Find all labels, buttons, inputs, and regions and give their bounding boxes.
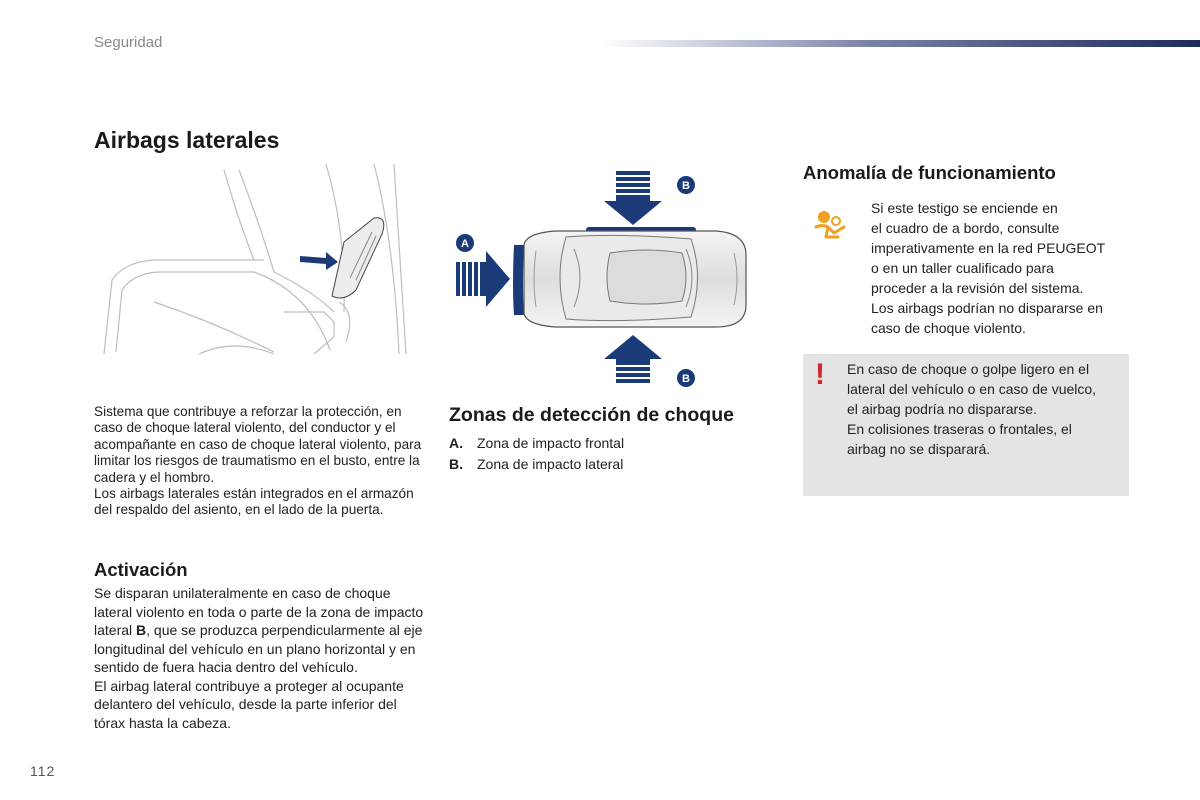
anomaly-heading: Anomalía de funcionamiento <box>803 162 1056 183</box>
anomaly-line: imperativamente en la red PEUGEOT <box>871 240 1106 256</box>
zones-heading: Zonas de detección de choque <box>449 404 734 426</box>
anomaly-line: proceder a la revisión del sistema. <box>871 280 1084 296</box>
section-header: Seguridad <box>94 34 163 51</box>
page-title: Airbags laterales <box>94 127 280 153</box>
label-a-text: A <box>461 238 469 250</box>
anomaly-text <box>871 198 1136 338</box>
activation-paragraph: El airbag lateral contribuye a proteger al ocupante delantero del vehículo, desde la parte inferior del tórax hasta la cabeza. <box>94 677 404 731</box>
zone-list-item <box>449 435 624 451</box>
label-b-bottom-badge <box>677 369 695 387</box>
anomaly-line: Los airbags podrían no dispararse en <box>871 300 1103 316</box>
zone-letter: B. <box>449 456 463 472</box>
header-accent-bar <box>600 40 1200 47</box>
intro-paragraph: Los airbags laterales están integrados en el armazón del respaldo del asiento, en el lado de la puerta. <box>94 486 414 518</box>
label-b-bottom-text: B <box>682 373 690 385</box>
zone-b-reference: B <box>136 622 147 638</box>
anomaly-line: o en un taller cualificado para <box>871 260 1054 276</box>
arrow-zone-b-top <box>604 171 662 225</box>
anomaly-line: Si este testigo se enciende en <box>871 200 1058 216</box>
label-a-badge <box>456 234 474 252</box>
zone-a-highlight <box>513 245 524 315</box>
activation-paragraph <box>94 584 429 677</box>
label-b-top-badge <box>677 176 695 194</box>
activation-text-part: Se disparan unilateralmente en caso de choque lateral violento en toda o parte de la zona de impacto lateral <box>94 585 424 638</box>
intro-paragraph: Sistema que contribuye a reforzar la protección, en caso de choque lateral violento, del conductor y el acompañante en caso de choque lateral violento, para limitar los riesgos de traumatismo en el busto, entre la cadera y el hombro. <box>94 404 422 485</box>
caution-line: En caso de choque o golpe ligero en el <box>847 361 1090 377</box>
arrow-zone-b-bottom <box>604 335 662 383</box>
impact-zone-diagram <box>446 165 766 387</box>
page-number: 112 <box>30 763 56 779</box>
anomaly-line: caso de choque violento. <box>871 320 1026 336</box>
arrow-zone-a <box>456 251 510 307</box>
activation-text <box>94 584 429 732</box>
zone-letter: A. <box>449 435 463 451</box>
label-b-top-text: B <box>682 180 690 192</box>
zone-list-item <box>449 456 623 472</box>
seat-airbag-illustration <box>94 162 424 358</box>
caution-line: airbag no se disparará. <box>847 441 991 457</box>
airbag-warning-lamp-icon <box>812 207 848 243</box>
zone-description: Zona de impacto frontal <box>477 435 625 451</box>
caution-text <box>847 359 1123 459</box>
activation-text-part: , que se produzca perpendicularmente al eje longitudinal del vehículo en un plano horizontal y en sentido de fuera hacia dentro del vehículo. <box>94 622 423 675</box>
intro-text <box>94 404 429 519</box>
caution-line: En colisiones traseras o frontales, el <box>847 421 1072 437</box>
zone-description: Zona de impacto lateral <box>477 456 624 472</box>
exclamation-icon: ! <box>815 358 825 391</box>
activation-heading: Activación <box>94 559 188 580</box>
caution-line: lateral del vehículo o en caso de vuelco, <box>847 381 1097 397</box>
caution-line: el airbag podría no dispararse. <box>847 401 1037 417</box>
anomaly-line: el cuadro de a bordo, consulte <box>871 220 1060 236</box>
